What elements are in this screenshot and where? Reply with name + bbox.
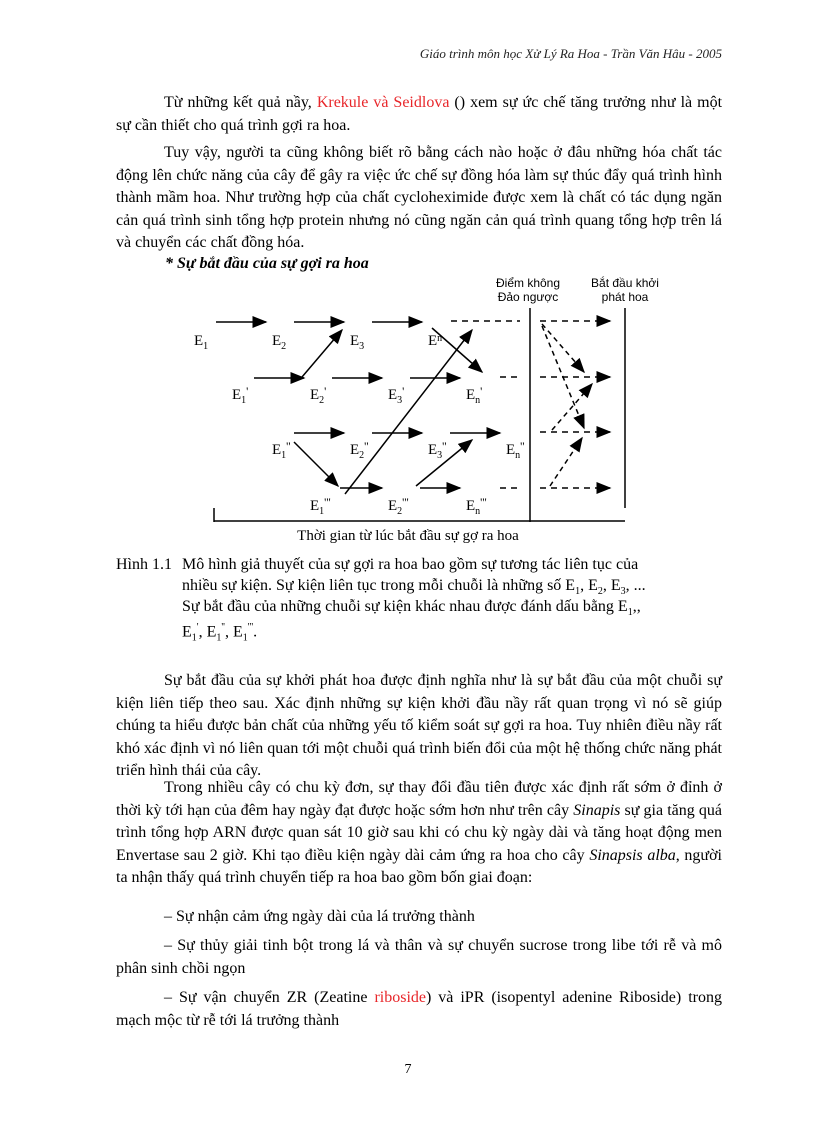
- svg-text:E2''': $E_2'''$: [388, 495, 409, 517]
- svg-text:E1''': $E_1'''$: [310, 495, 331, 517]
- svg-text:En': $E_n'$: [466, 384, 483, 406]
- paragraph-2: Tuy vậy, người ta cũng không biết rõ bằng cách nào hoặc ở đâu những hóa chất tác động lên chức năng của cây để gây ra việc ức chế sự đồng hóa làm sự thúc đẩy quá trình hình thành mầm hoa. Như trường hợp của chất cycloheximide được xem là chất có tác dụng ngăn cản quá trình sinh tổng hợp protein nhưng nó cũng ngăn cản quá trình quang tổng hợp trên lá và chuyển các chất đồng hóa.: [116, 144, 722, 252]
- riboside-term: riboside: [374, 989, 426, 1006]
- label-irreversible-1: Điểm không: [495, 276, 561, 290]
- sinapsis-alba-term: Sinapsis alba: [589, 846, 676, 864]
- svg-text:E3': $E_3'$: [388, 384, 405, 406]
- caption-line-3: Sự bắt đầu của những chuỗi sự kiện khác nhau được đánh dấu bằng $E_1$,,: [182, 598, 641, 619]
- bullet-2: – Sự thủy giải tinh bột trong lá và thân và sự chuyển sucrose trong libe tới rễ và mô phân sinh chồi ngọn: [116, 937, 722, 977]
- caption-line-2: nhiều sự kiện. Sự kiện liên tục trong mỗi chuỗi là những số $E_1$, $E_2$, $E_3$, ...: [182, 577, 646, 598]
- axis-label: Thời gian từ lúc bắt đầu sự gợ ra hoa: [297, 528, 519, 544]
- caption-label: Hình 1.1: [116, 556, 172, 573]
- citation-krekule: Krekule và Seidlova: [316, 94, 450, 111]
- section-heading: * Sự bắt đầu của sự gợi ra hoa: [165, 255, 369, 272]
- diagonal-arrows: [294, 328, 482, 494]
- svg-text:E3'': $E_3''$: [428, 439, 447, 461]
- svg-text:E1': $E_1'$: [232, 384, 249, 406]
- row-1-labels: [194, 333, 442, 352]
- paragraph-1: [116, 92, 722, 137]
- bullet-1: – Sự nhận cảm ứng ngày dài của lá trưởng thành: [164, 908, 475, 925]
- e3-label: $E_3$: [350, 333, 365, 352]
- row-4-labels: [310, 495, 487, 517]
- flowering-model-diagram: [180, 272, 659, 544]
- e1-label: $E_1$: [194, 333, 209, 352]
- paragraph-3: Sự bắt đầu của sự khởi phát hoa được định nghĩa như là sự bắt đầu của một chuỗi sự kiện liên tiếp theo sau. Xác định những sự kiện khởi đầu nầy rất quan trọng vì nó sẽ giúp chúng ta hiểu được bản chất của những yếu tố kiểm soát sự gợi ra hoa. Tuy nhiên điều nầy rất khó xác định vì nó liên quan tới một chuỗi quá trình biến đổi của một hệ thống chức năng phát triển hình thái của cây.: [116, 672, 722, 780]
- running-header: Giáo trình môn học Xử Lý Ra Hoa - Trần Văn Hâu - 2005: [419, 46, 722, 61]
- label-start-1: Bắt đầu khởi: [591, 276, 659, 290]
- bullet-3: – Sự vận chuyển ZR (Zeatine riboside) và iPR (isopentyl adenine Riboside) trong mạch mộc từ rễ tới lá trưởng thành: [116, 989, 722, 1029]
- svg-text:En''': $E_n'''$: [466, 495, 487, 517]
- svg-text:En'': $E_n''$: [506, 439, 525, 461]
- p1-text-start: Từ những kết quả nầy,: [164, 94, 317, 111]
- label-irreversible-2: Đảo ngược: [497, 290, 559, 304]
- p1-text-end: () xem sự ức chế tăng trưởng như là một sự cần thiết cho quá trình gợi ra hoa.: [116, 94, 723, 134]
- en-label: $E^n$: [428, 333, 443, 349]
- caption-line-1: Mô hình giả thuyết của sự gợi ra hoa bao gồm sự tương tác liên tục của: [182, 556, 639, 573]
- label-start-2: phát hoa: [601, 290, 649, 304]
- row-2-labels: [232, 384, 482, 406]
- svg-text:E2'': $E_2''$: [350, 439, 369, 461]
- caption-line-4: $E_1'$, $E_1''$, $E_1'''$.: [182, 622, 258, 644]
- svg-text:E2': $E_2'$: [310, 384, 327, 406]
- figure-1-1: [180, 272, 659, 544]
- page-number: 7: [404, 1062, 412, 1077]
- paragraph-4: Trong nhiều cây có chu kỳ đơn, sự thay đổi đầu tiên được xác định rất sớm ở đỉnh ở thời kỳ tới hạn của đêm hay ngày đạt được hoặc sớm hơn như trên cây Sinapis sự gia tăng quá trình tổng hợp ARN được quan sát 10 giờ sau khi có chu kỳ ngày dài và tăng hoạt động men Envertase sau 2 giờ. Khi tạo điều kiện ngày dài cảm ứng ra hoa cho cây Sinapsis alba, người ta nhận thấy quá trình chuyển tiếp ra hoa bao gồm bốn giai đoạn:: [116, 779, 723, 887]
- e2-label: $E_2$: [272, 333, 287, 352]
- svg-text:E1'': $E_1''$: [272, 439, 291, 461]
- dashed-diagonals: [542, 324, 592, 486]
- sinapis-term: Sinapis: [573, 801, 621, 819]
